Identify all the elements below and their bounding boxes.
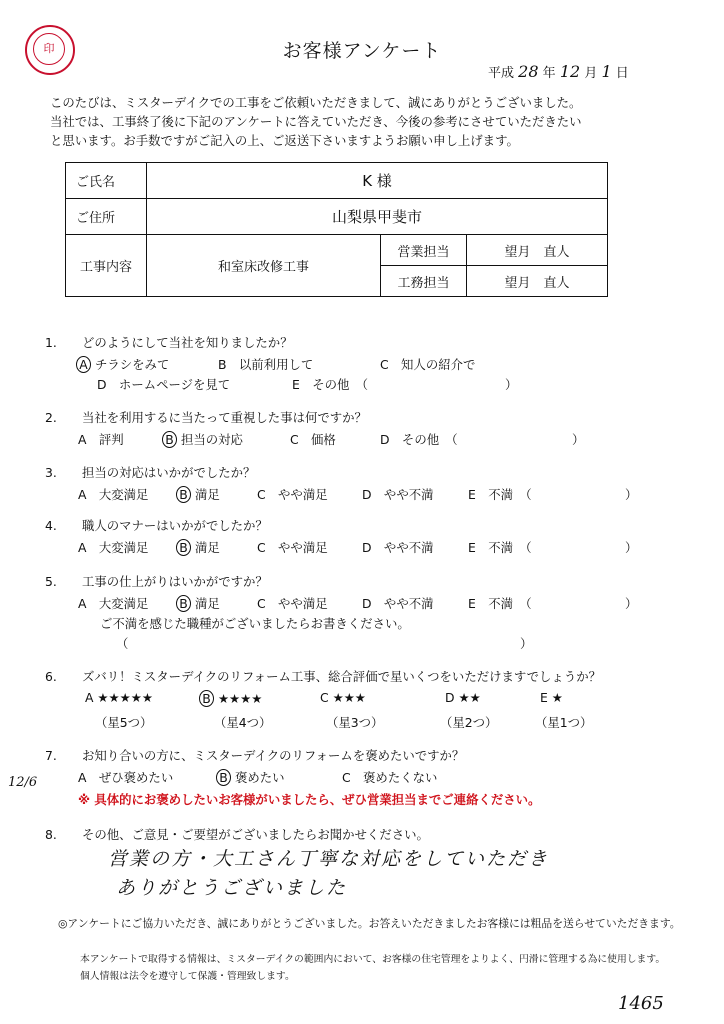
q2-option-a: A 評判	[78, 432, 124, 447]
customer-info-table	[65, 162, 608, 297]
q4-option-c: C やや満足	[257, 540, 328, 555]
date-day-unit: 日	[615, 66, 629, 81]
option-text: チラシをみて	[94, 357, 170, 372]
q3-option-d: D やや不満	[362, 487, 434, 502]
q6-option-c: C ★★★	[320, 690, 366, 705]
name-label: ご氏名	[66, 163, 147, 199]
construction-label: 工務担当	[381, 266, 467, 297]
address-label: ご住所	[66, 199, 147, 235]
question-number: 3.	[45, 465, 57, 480]
option-text: 褒めたい	[234, 770, 285, 785]
date-day: 1	[601, 62, 612, 81]
q7-option-a: A ぜひ褒めたい	[78, 770, 174, 785]
q2-option-c: C 価格	[290, 432, 336, 447]
question-1	[45, 333, 293, 351]
q2-option-b	[164, 430, 243, 448]
question-5	[45, 572, 268, 590]
q6-option-a: A ★★★★★	[85, 690, 153, 705]
q5-option-a: A 大変満足	[78, 596, 149, 611]
question-number: 6.	[45, 669, 57, 684]
q8-handwritten-answer-line-1: 営業の方・大工さん丁寧な対応をしていただき	[108, 848, 550, 870]
q1-option-a	[78, 355, 169, 373]
intro-paragraph	[50, 93, 582, 150]
question-text: 当社を利用するに当たって重視した事は何ですか？	[81, 410, 367, 425]
footer-thanks: ◎アンケートにご協力いただき、誠にありがとうございました。お答えいただきましたお客様には粗品を送らせていただきます。	[58, 917, 681, 930]
intro-line-1: このたびは、ミスターデイクでの工事をご依頼いただきまして、誠にありがとうございました。	[50, 95, 582, 110]
question-number: 7.	[45, 748, 57, 763]
option-text: ★★★★	[217, 691, 263, 706]
q7-option-c: C 褒めたくない	[342, 770, 438, 785]
q1-option-b: B 以前利用して	[218, 357, 314, 372]
q1-option-d: D ホームページを見て	[97, 377, 231, 392]
option-text: 満足	[194, 487, 220, 502]
q1-option-e: E その他 （	[292, 377, 368, 392]
footer-privacy	[80, 951, 665, 985]
question-text: ズバリ！ミスターデイクのリフォーム工事、総合評価で星いくつをいただけますでしょうか？	[81, 669, 601, 684]
sales-value: 望月 直人	[467, 235, 608, 266]
question-3	[45, 463, 255, 481]
q3-option-b	[178, 485, 220, 503]
date-month-unit: 月	[584, 66, 598, 81]
q5-option-e: E 不満 （	[468, 596, 532, 611]
question-number: 8.	[45, 827, 57, 842]
q5-subquestion: ご不満を感じた職種がございましたらお書きください。	[100, 616, 410, 631]
margin-handwritten-date: 12/6	[8, 775, 38, 790]
construction-value: 望月 直人	[467, 266, 608, 297]
q4-option-e: E 不満 （	[468, 540, 532, 555]
question-text: その他、ご意見・ご要望がございましたらお聞かせください。	[81, 827, 429, 842]
q3-option-e: E 不満 （	[468, 487, 532, 502]
q7-red-note: ※ 具体的にお褒めしたいお客様がいましたら、ぜひ営業担当までご連絡ください。	[78, 792, 541, 807]
date-era: 平成	[488, 66, 515, 81]
q4-option-b	[178, 538, 220, 556]
question-6	[45, 667, 601, 685]
q4-option-d: D やや不満	[362, 540, 434, 555]
question-number: 1.	[45, 335, 57, 350]
q5-option-c: C やや満足	[257, 596, 328, 611]
work-label: 工事内容	[66, 235, 147, 297]
q4-option-a: A 大変満足	[78, 540, 149, 555]
question-number: 5.	[45, 574, 57, 589]
address-value: 山梨県甲斐市	[147, 199, 608, 235]
q5-sub-close: ）	[520, 636, 533, 651]
q6-option-e: E ★	[540, 690, 563, 705]
q3-option-a: A 大変満足	[78, 487, 149, 502]
q6-note-c: （星3つ）	[326, 715, 384, 730]
selected-circle: B	[176, 595, 191, 612]
question-text: 担当の対応はいかがでしたか？	[81, 465, 256, 480]
selected-circle: B	[176, 539, 191, 556]
question-text: どのようにして当社を知りましたか？	[81, 335, 293, 350]
option-text: 満足	[194, 596, 220, 611]
intro-line-3: と思います。お手数ですがご記入の上、ご返送下さいますようお願い申し上げます。	[50, 133, 519, 148]
q6-option-d: D ★★	[445, 690, 481, 705]
option-text: 担当の対応	[180, 432, 243, 447]
question-text: 工事の仕上がりはいかがですか？	[81, 574, 268, 589]
q5-option-b	[178, 594, 220, 612]
date-month: 12	[559, 62, 581, 81]
question-4	[45, 516, 268, 534]
selected-circle: B	[216, 769, 231, 786]
q4-option-e-close: ）	[625, 540, 638, 555]
option-text: 満足	[194, 540, 220, 555]
q5-option-d: D やや不満	[362, 596, 434, 611]
q7-option-b	[218, 768, 285, 786]
page-number: 1465	[618, 993, 664, 1014]
q1-option-e-close: ）	[505, 377, 518, 392]
question-text: お知り合いの方に、ミスターデイクのリフォームを褒めたいですか？	[81, 748, 465, 763]
date-year: 28	[518, 62, 539, 81]
question-text: 職人のマナーはいかがでしたか？	[81, 518, 268, 533]
question-number: 2.	[45, 410, 57, 425]
q2-option-d-close: ）	[572, 432, 585, 447]
question-8	[45, 825, 429, 843]
q6-note-b: （星4つ）	[214, 715, 272, 730]
q6-note-d: （星2つ）	[440, 715, 498, 730]
q6-option-b	[201, 690, 262, 707]
question-number: 4.	[45, 518, 57, 533]
sales-label: 営業担当	[381, 235, 467, 266]
selected-circle: B	[199, 690, 214, 707]
page-title: お客様アンケート	[282, 40, 442, 62]
q1-option-c: C 知人の紹介で	[380, 357, 476, 372]
work-value: 和室床改修工事	[147, 235, 381, 297]
q6-note-a: （星5つ）	[95, 715, 153, 730]
selected-circle: B	[176, 486, 191, 503]
selected-circle: A	[76, 356, 91, 373]
q6-note-e: （星1つ）	[535, 715, 593, 730]
q8-handwritten-answer-line-2: ありがとうございました	[116, 877, 348, 899]
question-2	[45, 408, 367, 426]
date	[488, 62, 629, 81]
q5-option-e-close: ）	[625, 596, 638, 611]
question-7	[45, 746, 464, 764]
footer-privacy-line-1: 本アンケートで取得する情報は、ミスターデイクの範囲内において、お客様の住宅管理をよりよく、円滑に管理する為に使用します。	[80, 954, 666, 965]
intro-line-2: 当社では、工事終了後に下記のアンケートに答えていただき、今後の参考にさせていただきたい	[50, 114, 582, 129]
name-value: K 様	[147, 163, 608, 199]
seal-stamp-inner: 印	[33, 33, 65, 65]
q3-option-e-close: ）	[625, 487, 638, 502]
q2-option-d: D その他 （	[380, 432, 458, 447]
selected-circle: B	[162, 431, 177, 448]
q3-option-c: C やや満足	[257, 487, 328, 502]
q5-sub-open: （	[116, 636, 129, 651]
footer-privacy-line-2: 個人情報は法令を遵守して保護・管理致します。	[80, 971, 295, 982]
date-year-unit: 年	[542, 66, 556, 81]
